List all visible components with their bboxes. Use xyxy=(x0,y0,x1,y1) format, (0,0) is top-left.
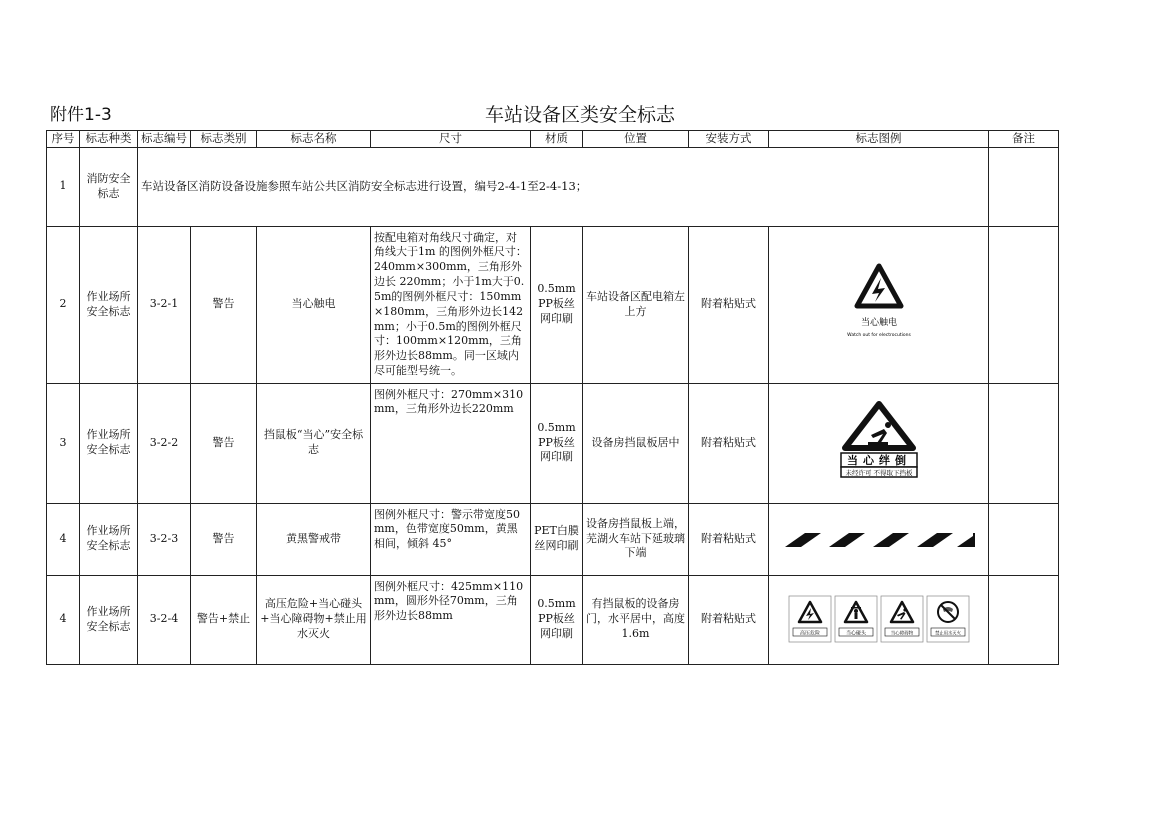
header-size: 尺寸 xyxy=(371,131,531,148)
cell-size: 图例外框尺寸：270mm×310mm，三角形外边长220mm xyxy=(371,383,531,503)
table-row xyxy=(47,383,1059,503)
cell-category: 警告 xyxy=(191,226,257,383)
cell-remark xyxy=(989,575,1059,664)
head-bump-sign xyxy=(835,596,877,642)
cell-size: 图例外框尺寸：警示带宽度50mm，色带宽度50mm，黄黑相间，倾斜 45° xyxy=(371,503,531,575)
person-head-icon xyxy=(854,609,858,613)
electric-warning-sign xyxy=(814,262,944,348)
header-row xyxy=(47,131,1059,148)
header-kind: 标志种类 xyxy=(80,131,138,148)
cell-legend xyxy=(769,226,989,383)
cell-position: 设备房挡鼠板居中 xyxy=(583,383,689,503)
cell-position: 有挡鼠板的设备房门，水平居中，高度1.6m xyxy=(583,575,689,664)
cell-no: 4 xyxy=(47,575,80,664)
cell-remark xyxy=(989,503,1059,575)
cell-material: PET白膜丝网印刷 xyxy=(531,503,583,575)
header-legend: 标志图例 xyxy=(769,131,989,148)
no-water-sign xyxy=(927,596,969,642)
cell-no: 4 xyxy=(47,503,80,575)
cell-material: 0.5mmPP板丝网印刷 xyxy=(531,575,583,664)
obstacle-sign xyxy=(881,596,923,642)
cell-code: 3-2-4 xyxy=(138,575,191,664)
cell-legend xyxy=(769,575,989,664)
cell-name: 当心触电 xyxy=(257,226,371,383)
cell-install: 附着粘贴式 xyxy=(689,383,769,503)
combo-label: 当心障碍物 xyxy=(890,631,913,637)
high-voltage-sign xyxy=(789,596,831,642)
cell-position: 车站设备区配电箱左上方 xyxy=(583,226,689,383)
header-material: 材质 xyxy=(531,131,583,148)
cell-name: 高压危险+当心碰头+当心障碍物+禁止用水灭火 xyxy=(257,575,371,664)
electric-sign-en: Watch out for electrocutions xyxy=(846,332,911,338)
document-title: 车站设备区类安全标志 xyxy=(484,104,675,126)
cell-remark xyxy=(989,147,1059,226)
header-install: 安装方式 xyxy=(689,131,769,148)
safety-sign-table xyxy=(46,130,1059,665)
cell-material: 0.5mmPP板丝网印刷 xyxy=(531,383,583,503)
table-row xyxy=(47,226,1059,383)
cell-size: 图例外框尺寸：425mm×110mm，圆形外径70mm，三角形外边长88mm xyxy=(371,575,531,664)
combo-label: 禁止用水灭火 xyxy=(934,631,961,637)
combo-sign-strip xyxy=(787,593,971,647)
cell-category: 警告 xyxy=(191,503,257,575)
cell-legend xyxy=(769,383,989,503)
cell-kind: 消防安全标志 xyxy=(80,147,138,226)
cell-no: 3 xyxy=(47,383,80,503)
cell-category: 警告+禁止 xyxy=(191,575,257,664)
header-category: 标志类别 xyxy=(191,131,257,148)
cell-code: 3-2-3 xyxy=(138,503,191,575)
cell-install: 附着粘贴式 xyxy=(689,575,769,664)
electric-sign-cn: 当心触电 xyxy=(860,317,897,328)
header-no: 序号 xyxy=(47,131,80,148)
cell-no: 1 xyxy=(47,147,80,226)
header-position: 位置 xyxy=(583,131,689,148)
combo-label: 高压危险 xyxy=(799,630,820,637)
cell-code: 3-2-2 xyxy=(138,383,191,503)
cell-kind: 作业场所安全标志 xyxy=(80,503,138,575)
cell-no: 2 xyxy=(47,226,80,383)
table-row xyxy=(47,147,1059,226)
cell-kind: 作业场所安全标志 xyxy=(80,383,138,503)
warning-triangle-icon xyxy=(857,266,901,306)
header-name: 标志名称 xyxy=(257,131,371,148)
cell-install: 附着粘贴式 xyxy=(689,226,769,383)
table-row xyxy=(47,575,1059,664)
cell-position: 设备房挡鼠板上端，芜湖火车站下延玻璃下端 xyxy=(583,503,689,575)
cell-code: 3-2-1 xyxy=(138,226,191,383)
cell-name: 黄黑警戒带 xyxy=(257,503,371,575)
cell-kind: 作业场所安全标志 xyxy=(80,575,138,664)
trip-sign-sub: 未经许可 不得取下挡板 xyxy=(844,469,913,478)
cell-merged-note: 车站设备区消防设备设施参照车站公共区消防安全标志进行设置，编号2-4-1至2-4-13； xyxy=(138,147,989,226)
header-code: 标志编号 xyxy=(138,131,191,148)
trip-sign-cn: 当心绊倒 xyxy=(846,454,911,468)
cell-remark xyxy=(989,226,1059,383)
cell-name: 挡鼠板“当心”安全标志 xyxy=(257,383,371,503)
header-remark: 备注 xyxy=(989,131,1059,148)
trip-warning-sign xyxy=(814,398,944,488)
cell-kind: 作业场所安全标志 xyxy=(80,226,138,383)
table-row xyxy=(47,503,1059,575)
cell-category: 警告 xyxy=(191,383,257,503)
warning-tape-pattern xyxy=(781,524,977,554)
cell-legend xyxy=(769,503,989,575)
cell-material: 0.5mmPP板丝网印刷 xyxy=(531,226,583,383)
cell-remark xyxy=(989,383,1059,503)
attachment-label: 附件1-3 xyxy=(50,105,112,125)
cell-install: 附着粘贴式 xyxy=(689,503,769,575)
cell-size: 按配电箱对角线尺寸确定，对角线大于1m 的图例外框尺寸：240mm×300mm，三角形外边长 220mm；小于1m大于0.5m的图例外框尺寸：150mm×180mm，三角形外边长142mm；小于0.5m的图例外框尺寸：100mm×120mm，三角形外边长88mm。同一区域内尽可能型号统一。 xyxy=(371,226,531,383)
combo-label: 当心碰头 xyxy=(845,630,866,637)
